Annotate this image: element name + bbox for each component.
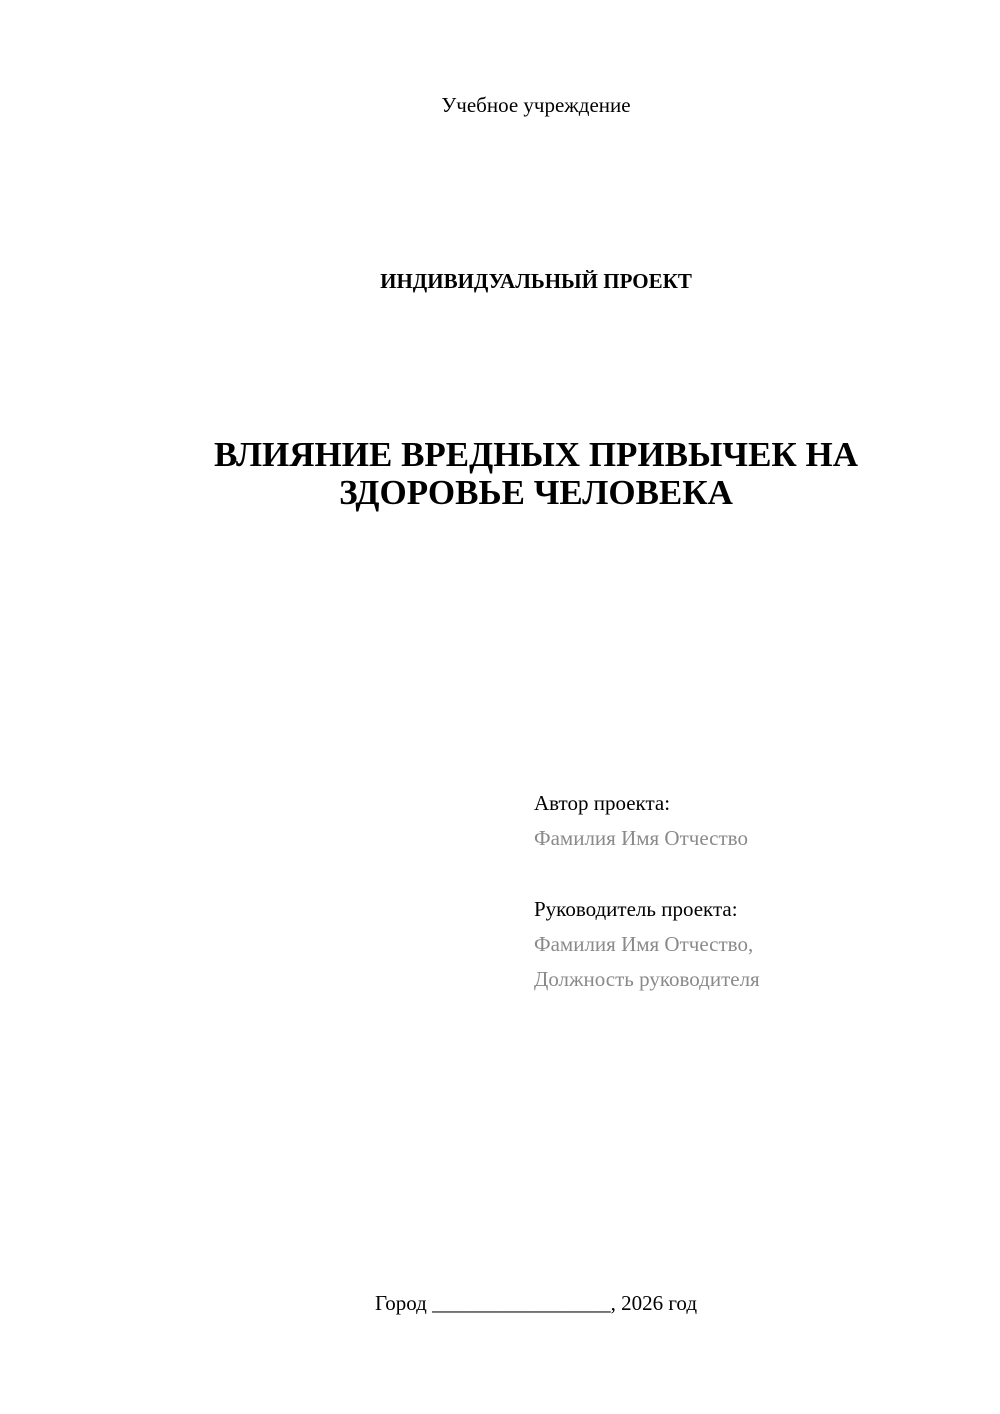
project-title xyxy=(0,436,1000,512)
author-block xyxy=(534,786,748,856)
supervisor-block xyxy=(534,892,760,997)
author-label: Автор проекта: xyxy=(534,791,671,815)
supervisor-position: Должность руководителя xyxy=(534,967,760,991)
project-title-line-1: ВЛИЯНИЕ ВРЕДНЫХ ПРИВЫЧЕК НА xyxy=(213,435,859,474)
city-year-line: Город _________________, 2026 год xyxy=(374,1291,698,1315)
author-name: Фамилия Имя Отчество xyxy=(534,826,748,850)
supervisor-name: Фамилия Имя Отчество, xyxy=(534,932,754,956)
project-type-heading: ИНДИВИДУАЛЬНЫЙ ПРОЕКТ xyxy=(380,269,692,293)
project-title-line-2: ЗДОРОВЬЕ ЧЕЛОВЕКА xyxy=(339,473,733,512)
supervisor-label: Руководитель проекта: xyxy=(534,897,738,921)
institution-name: Учебное учреждение xyxy=(441,93,631,117)
